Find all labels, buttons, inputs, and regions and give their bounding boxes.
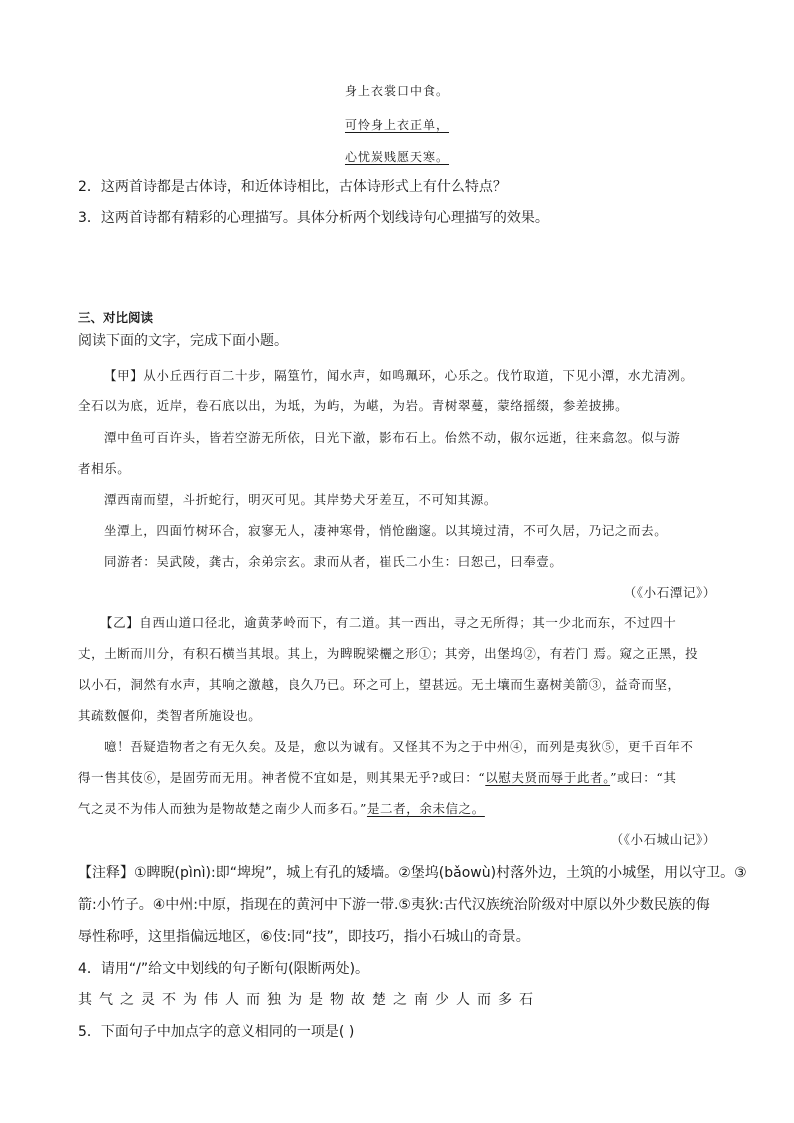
jia-p2-line-1: 潭中鱼可百许头，皆若空游无所依，日光下澈，影布石上。佁然不动，俶尔远逝，往来翕忽。似与游 (104, 430, 681, 445)
jia-p2-line-2: 者相乐。 (78, 461, 131, 476)
poem-line-3-text: 心忧炭贱愿天寒。 (344, 150, 449, 164)
yi-p1-line-2: 丈，土断而川分，有积石横当其垠。其上，为睥睨梁欐之形①；其旁，出堡坞②，有若门 焉。窥之正黑，投 (78, 646, 699, 661)
yi-p2-line-2-start: 得一售其伎⑥，是固劳而无用。神者傥不宜如是，则其果无乎?或曰：“ (78, 770, 486, 785)
poem-line-2-text: 可怜身上衣正单， (344, 118, 449, 132)
yi-p1-line-1: 【乙】自西山道口径北，逾黄茅岭而下，有二道。其一西出，寻之无所得；其一少北而东，不过四十 (100, 615, 677, 630)
yi-p2-line-1: 噫！吾疑造物者之有无久矣。及是，愈以为诚有。又怪其不为之于中州④，而列是夷狄⑤，更千百年不 (104, 739, 694, 754)
yi-p2-line-3 (78, 799, 485, 817)
notes-line-1: 【注释】①睥睨(pìnì):即“埤堄”，城上有孔的矮墙。②堡坞(bǎowù)村落外边，土筑的小城堡，用以守卫。③ (78, 865, 747, 881)
question-4: 4．请用“/”给文中划线的句子断句(限断两处)。 (78, 961, 370, 977)
question-2: 2．这两首诗都是古体诗，和近体诗相比，古体诗形式上有什么特点？ (78, 179, 507, 195)
yi-p2-line-2 (78, 768, 676, 786)
jia-p1-line-1: 【甲】从小丘西行百二十步，隔篁竹，闻水声，如鸣珮环，心乐之。伐竹取道，下见小潭，水尤清冽。 (104, 368, 694, 383)
question-3: 3．这两首诗都有精彩的心理描写。具体分析两个划线诗句心理描写的效果。 (78, 210, 549, 226)
jia-source: （《小石潭记》） (623, 585, 716, 600)
yi-p1-line-3: 以小石，洞然有水声，其响之激越，良久乃已。环之可上，望甚远。无土壤而生嘉树美箭③，益奇而坚， (78, 677, 681, 692)
jia-p3: 潭西南而望，斗折蛇行，明灭可见。其岸势犬牙差互，不可知其源。 (104, 492, 498, 507)
poem-line-2 (0, 116, 794, 133)
yi-source: （《小石城山记》） (610, 832, 716, 847)
question-5: 5．下面句子中加点字的意义相同的一项是( ) (78, 1024, 355, 1040)
jia-p5: 同游者：吴武陵，龚古，余弟宗玄。隶而从者，崔氏二小生：曰恕己，曰奉壹。 (104, 554, 563, 569)
yi-p2-line-2-end: ”或曰：“其 (610, 770, 677, 785)
section-heading: 三、对比阅读 (78, 310, 154, 325)
notes-line-3: 辱性称呼，这里指偏远地区，⑥伎:同“技”，即技巧，指小石城山的奇景。 (78, 929, 530, 945)
yi-p2-line-3-start: 气之灵不为伟人而独为是物故楚之南少人而多石。” (78, 801, 367, 816)
poem-line-1: 身上衣裳口中食。 (344, 84, 449, 98)
notes-line-2: 箭:小竹子。④中州:中原，指现在的黄河中下游一带.⑤夷狄:古代汉族统治阶级对中原以外少数民族的侮 (78, 897, 710, 913)
yi-underlined-sentence-1: 以慰夫贤而辱于此者。 (485, 770, 611, 785)
yi-p1-line-4: 其疏数偃仰，类智者所施设也。 (78, 708, 262, 723)
poem-line-3 (0, 148, 794, 165)
question-4-sentence: 其气之灵不为伟人而独为是物故楚之南少人而多石 (78, 992, 540, 1008)
jia-p1-line-2: 全石以为底，近岸，卷石底以出，为坻，为屿，为嵁，为岩。青树翠蔓，蒙络摇缀，参差披拂。 (78, 398, 629, 413)
yi-underlined-sentence-2: 是二者，余未信之。 (366, 801, 485, 816)
jia-p4: 坐潭上，四面竹树环合，寂寥无人，凄神寒骨，悄怆幽邃。以其境过清，不可久居，乃记之而去。 (104, 523, 668, 538)
section-instruction: 阅读下面的文字，完成下面小题。 (78, 333, 288, 349)
